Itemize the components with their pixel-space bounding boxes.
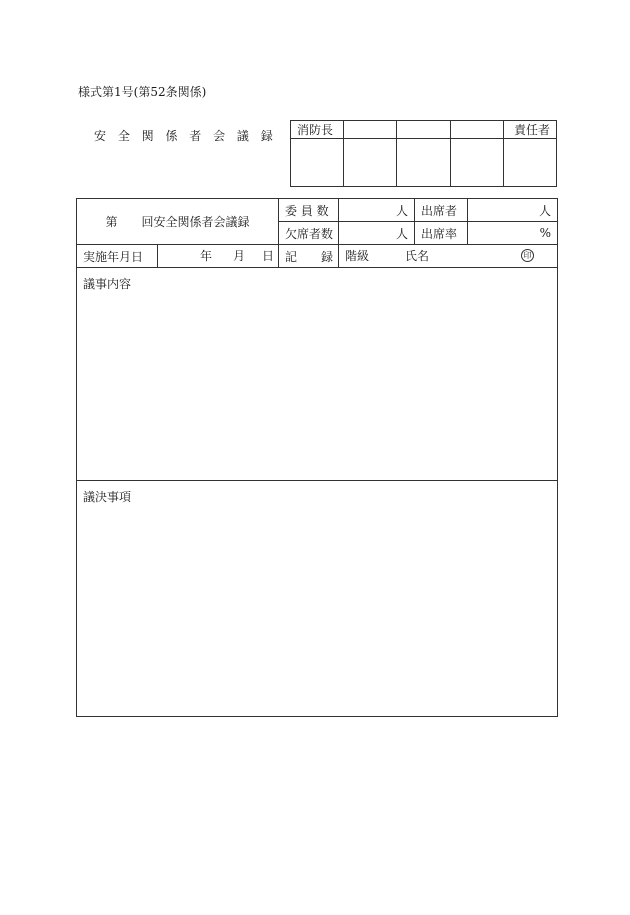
date-label-cell (77, 245, 158, 268)
proceedings-section[interactable] (77, 268, 558, 481)
stamp-header-cell (397, 121, 451, 139)
attendees-count-field[interactable] (468, 199, 558, 222)
stamp-header-cell (344, 121, 397, 139)
fire-chief-label-cell (291, 121, 344, 139)
date-month-label: 月 (233, 249, 246, 263)
responsible-label-cell (504, 121, 557, 139)
recorder-label: 記 録 (285, 249, 334, 264)
absentees-label-cell (279, 222, 339, 245)
seal-mark-icon: 印 (521, 249, 534, 262)
meeting-title: 第 回安全関係者会議録 (105, 215, 250, 229)
attendance-rate-unit: % (539, 226, 552, 240)
recorder-label-cell (279, 245, 339, 268)
responsible-label: 責任者 (513, 123, 550, 137)
absentees-unit: 人 (396, 226, 409, 241)
attendees-unit: 人 (539, 203, 552, 218)
resolutions-label: 議決事項 (83, 490, 132, 504)
members-label: 委 員 数 (285, 203, 329, 218)
meeting-record-table (76, 198, 558, 717)
members-unit: 人 (396, 203, 409, 218)
stamp-header-cell (451, 121, 504, 139)
date-label: 実施年月日 (83, 249, 144, 264)
fire-chief-label: 消防長 (297, 123, 334, 137)
resolutions-section[interactable] (77, 481, 558, 717)
proceedings-label: 議事内容 (83, 277, 132, 291)
stamp-box[interactable] (451, 139, 504, 187)
attendance-rate-label: 出席率 (421, 226, 458, 241)
members-count-field[interactable] (339, 199, 415, 222)
date-year-label: 年 (200, 249, 213, 263)
attendees-label-cell (415, 199, 468, 222)
form-number: 様式第1号(第52条関係) (78, 85, 207, 99)
attendance-rate-label-cell (415, 222, 468, 245)
attendance-rate-field[interactable] (468, 222, 558, 245)
members-label-cell (279, 199, 339, 222)
absentees-label: 欠席者数 (285, 226, 334, 241)
document-title: 安 全 関 係 者 会 議 録 (94, 129, 277, 143)
approval-stamp-table (290, 120, 557, 187)
stamp-box[interactable] (291, 139, 344, 187)
meeting-title-cell (77, 199, 279, 245)
stamp-box[interactable] (504, 139, 557, 187)
recorder-field[interactable] (339, 245, 558, 268)
date-day-label: 日 (262, 249, 275, 263)
stamp-box[interactable] (397, 139, 451, 187)
stamp-box[interactable] (344, 139, 397, 187)
date-field[interactable] (158, 245, 279, 268)
rank-label: 階級 (345, 249, 370, 263)
absentees-count-field[interactable] (339, 222, 415, 245)
name-label: 氏名 (405, 249, 430, 263)
attendees-label: 出席者 (421, 203, 458, 218)
